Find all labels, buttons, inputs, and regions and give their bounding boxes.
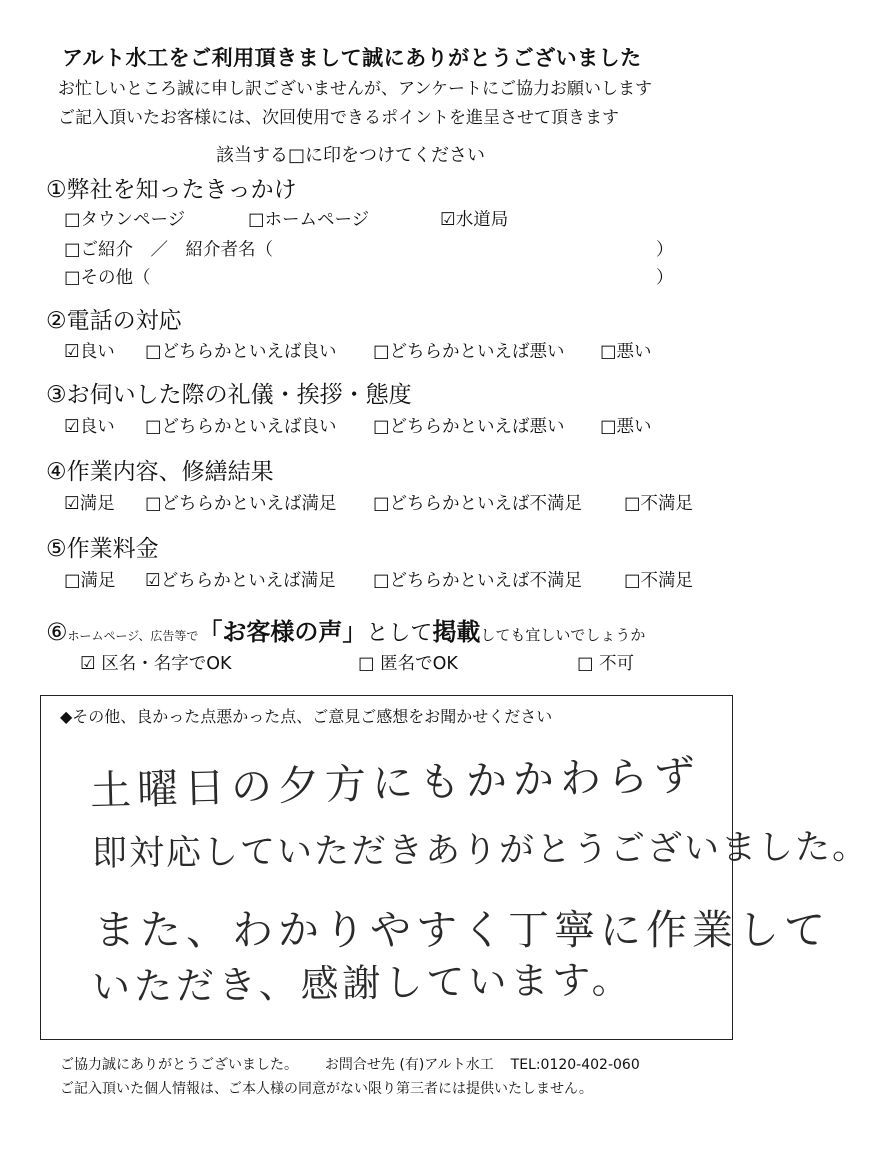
q4-option-rather-satisfied[interactable]: □どちらかといえば満足 [145, 494, 337, 514]
q2-option-rather-bad[interactable]: □どちらかといえば悪い [373, 342, 565, 362]
q3-title: ③お伺いした際の礼儀・挨拶・態度 [46, 382, 412, 408]
handwritten-line-1: 土曜日の夕方にもかかわらず [89, 751, 702, 815]
footer-privacy: ご記入頂いた個人情報は、ご本人様の同意がない限り第三者には提供いたしません。 [60, 1081, 593, 1097]
q3-option-rather-bad[interactable]: □どちらかといえば悪い [373, 417, 565, 437]
q6-suffix: しても宜しいでしょうか [480, 626, 646, 644]
q6-option-name-ok[interactable]: ☑ 区名・名字でOK [80, 654, 232, 674]
q6-prefix: ホームページ、広告等で [67, 629, 199, 643]
comment-prompt: ◆その他、良かった点悪かった点、ご意見ご感想をお聞かせください [60, 707, 553, 726]
q6-middle: として [366, 621, 433, 646]
handwritten-line-4: いただき、感謝しています。 [91, 957, 634, 1009]
instruction: 該当する□に印をつけてください [216, 145, 486, 166]
q1-option-referral[interactable]: □ご紹介 ／ 紹介者名（ [64, 240, 274, 260]
q1-option-homepage[interactable]: □ホームページ [248, 210, 370, 230]
q1-option-townpage[interactable]: □タウンページ [64, 210, 186, 230]
handwritten-line-3: また、わかりやすく丁寧に作業して [94, 906, 830, 954]
q2-option-rather-good[interactable]: □どちらかといえば良い [145, 342, 337, 362]
q5-option-satisfied[interactable]: □満足 [64, 571, 116, 591]
q2-option-bad[interactable]: □悪い [600, 342, 652, 362]
footer-thanks: ご協力誠にありがとうございました。 [60, 1057, 298, 1073]
q4-option-satisfied[interactable]: ☑満足 [64, 494, 115, 514]
q2-option-good[interactable]: ☑良い [64, 342, 115, 362]
footer-contact [60, 1054, 640, 1074]
footer-tel[interactable]: TEL:0120-402-060 [510, 1057, 640, 1073]
q1-title: ①弊社を知ったきっかけ [46, 177, 297, 203]
footer-company: (有)アルト水工 [399, 1057, 494, 1073]
q6-highlight2: 掲載 [432, 618, 481, 646]
q6-highlight: 「お客様の声」 [198, 618, 367, 646]
q3-option-good[interactable]: ☑良い [64, 417, 115, 437]
q1-option-other[interactable]: □その他（ [64, 268, 151, 288]
handwritten-line-2: 即対応していただきありがとうございました。 [91, 827, 869, 874]
q6-number: ⑥ [46, 618, 68, 646]
header-points: ご記入頂いたお客様には、次回使用できるポイントを進呈させて頂きます [58, 108, 619, 128]
q2-title: ②電話の対応 [46, 308, 182, 334]
q3-option-rather-good[interactable]: □どちらかといえば良い [145, 417, 337, 437]
header-title: アルト水工をご利用頂きまして誠にありがとうございました [62, 46, 642, 70]
q4-option-rather-unsatisfied[interactable]: □どちらかといえば不満足 [373, 494, 583, 514]
q6-option-anonymous-ok[interactable]: □ 匿名でOK [358, 654, 458, 674]
q6-question [46, 612, 645, 647]
q5-option-unsatisfied[interactable]: □不満足 [624, 571, 694, 591]
q1-other-paren-close: ） [656, 268, 674, 288]
q4-option-unsatisfied[interactable]: □不満足 [624, 494, 694, 514]
q3-option-bad[interactable]: □悪い [600, 417, 652, 437]
q5-option-rather-unsatisfied[interactable]: □どちらかといえば不満足 [373, 571, 583, 591]
footer-contact-label: お問合せ先 [324, 1057, 395, 1073]
q5-title: ⑤作業料金 [46, 536, 159, 562]
q1-referral-paren-close: ） [656, 240, 674, 260]
header-request: お忙しいところ誠に申し訳ございませんが、アンケートにご協力お願いします [58, 79, 652, 99]
q4-title: ④作業内容、修繕結果 [46, 459, 274, 485]
q5-option-rather-satisfied[interactable]: ☑どちらかといえば満足 [145, 571, 336, 591]
q1-option-waterbureau[interactable]: ☑水道局 [440, 210, 509, 230]
q6-option-not-allowed[interactable]: □ 不可 [577, 654, 635, 674]
